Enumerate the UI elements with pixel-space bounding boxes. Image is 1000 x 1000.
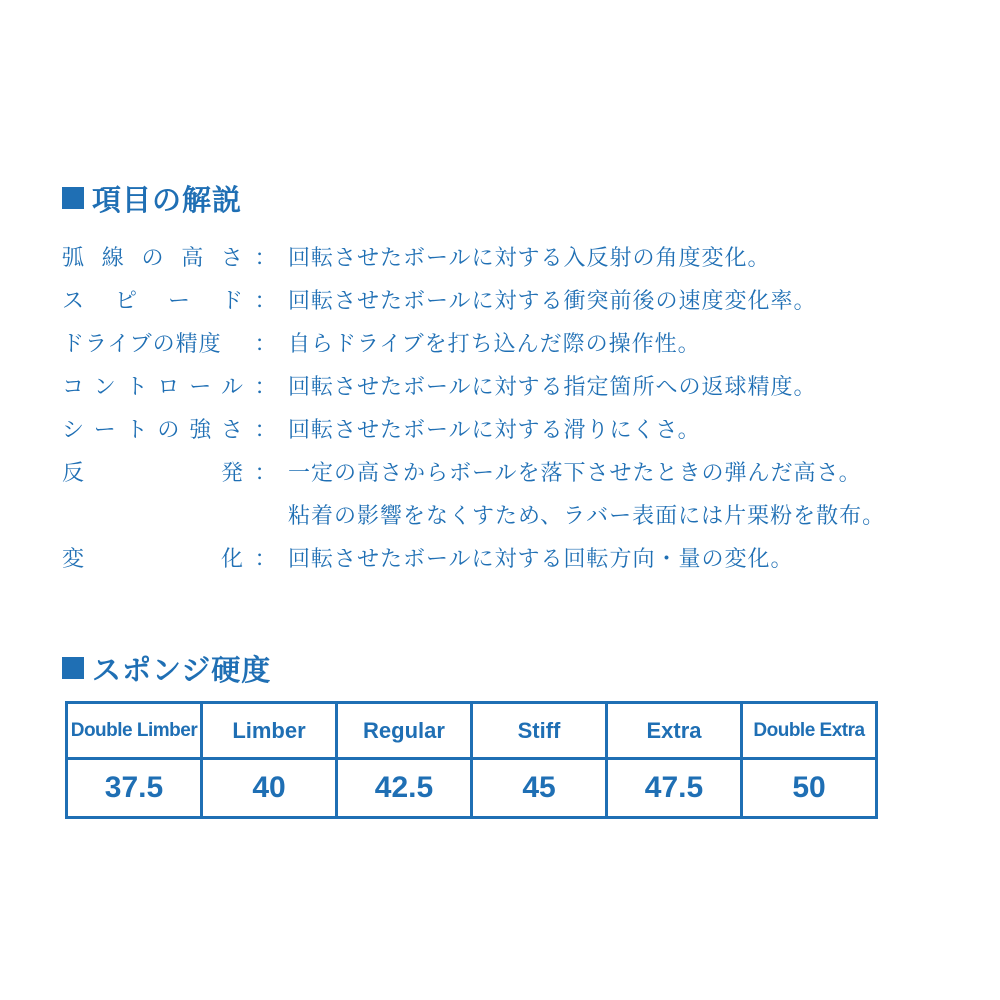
item-term-char: さ xyxy=(220,417,244,443)
table-header-cell: Limber xyxy=(202,703,337,759)
item-row xyxy=(62,322,701,362)
table-cell: 47.5 xyxy=(607,759,742,818)
table-cell: 45 xyxy=(472,759,607,818)
table-cell: 37.5 xyxy=(67,759,202,818)
item-term xyxy=(62,241,244,272)
item-description: 粘着の影響をなくすため、ラバー表面には片栗粉を散布。 xyxy=(288,503,886,529)
item-row xyxy=(62,537,794,577)
item-row xyxy=(62,408,701,448)
item-term-char: 強 xyxy=(189,417,213,443)
item-term-char: 反 xyxy=(62,460,86,486)
item-row xyxy=(62,494,885,534)
table-cell: 42.5 xyxy=(337,759,472,818)
item-term-char: ト xyxy=(125,374,149,400)
item-term-char: シ xyxy=(62,417,86,443)
item-term-char: 高 xyxy=(181,245,205,271)
item-description: 回転させたボールに対する入反射の角度変化。 xyxy=(288,245,771,271)
section-title-sponge xyxy=(62,648,271,688)
table-cell: 50 xyxy=(742,759,877,818)
table-header-cell: Stiff xyxy=(472,703,607,759)
table-header-cell: Extra xyxy=(607,703,742,759)
item-description: 回転させたボールに対する滑りにくさ。 xyxy=(288,417,701,443)
item-colon: ： xyxy=(254,374,278,400)
item-row xyxy=(62,236,771,276)
item-term-char: ドライブの精度 xyxy=(62,331,222,357)
table-header-cell: Double Limber xyxy=(67,703,202,759)
item-colon: ： xyxy=(254,245,278,271)
item-colon: ： xyxy=(254,288,278,314)
square-bullet-icon xyxy=(62,187,84,209)
item-term-char: ピ xyxy=(114,288,138,314)
item-term-char: 発 xyxy=(220,460,244,486)
item-term-char: ス xyxy=(62,288,86,314)
item-colon: ： xyxy=(254,460,278,486)
item-term-char: の xyxy=(141,245,165,271)
item-term-char: ー xyxy=(93,417,117,443)
item-description: 回転させたボールに対する指定箇所への返球精度。 xyxy=(288,374,817,400)
item-row xyxy=(62,365,817,405)
item-term-char: ル xyxy=(220,374,244,400)
item-description: 一定の高さからボールを落下させたときの弾んだ高さ。 xyxy=(288,460,862,486)
item-term-char: ー xyxy=(167,288,191,314)
item-term-char: 弧 xyxy=(62,245,86,271)
item-term xyxy=(62,327,244,358)
item-term-char: 線 xyxy=(101,245,125,271)
item-row xyxy=(62,451,862,491)
item-term-char: ン xyxy=(93,374,117,400)
item-term-char: 化 xyxy=(220,546,244,572)
item-term xyxy=(62,284,244,315)
item-term xyxy=(62,456,244,487)
item-row xyxy=(62,279,817,319)
table-header-cell: Regular xyxy=(337,703,472,759)
item-description: 回転させたボールに対する衝突前後の速度変化率。 xyxy=(288,288,817,314)
table-header-cell: Double Extra xyxy=(742,703,877,759)
table-header-row xyxy=(67,703,877,759)
item-colon: ： xyxy=(254,546,278,572)
item-term-char: さ xyxy=(220,245,244,271)
section-title-items xyxy=(62,178,242,218)
sponge-hardness-table xyxy=(65,701,878,819)
item-description: 回転させたボールに対する回転方向・量の変化。 xyxy=(288,546,794,572)
item-description: 自らドライブを打ち込んだ際の操作性。 xyxy=(288,331,701,357)
item-term xyxy=(62,370,244,401)
table-cell: 40 xyxy=(202,759,337,818)
item-term-char: ト xyxy=(125,417,149,443)
item-colon: ： xyxy=(254,417,278,443)
item-term xyxy=(62,413,244,444)
section-title-text: 項目の解説 xyxy=(92,182,243,217)
table-row xyxy=(67,759,877,818)
item-term-char: コ xyxy=(62,374,86,400)
item-term-char: ー xyxy=(189,374,213,400)
item-term-char: 変 xyxy=(62,546,86,572)
item-term xyxy=(62,542,244,573)
square-bullet-icon xyxy=(62,657,84,679)
section-title-text: スポンジ硬度 xyxy=(92,652,272,687)
item-term-char: ロ xyxy=(157,374,181,400)
item-colon: ： xyxy=(254,331,278,357)
item-term-char: ド xyxy=(220,288,244,314)
item-term-char: の xyxy=(157,417,181,443)
